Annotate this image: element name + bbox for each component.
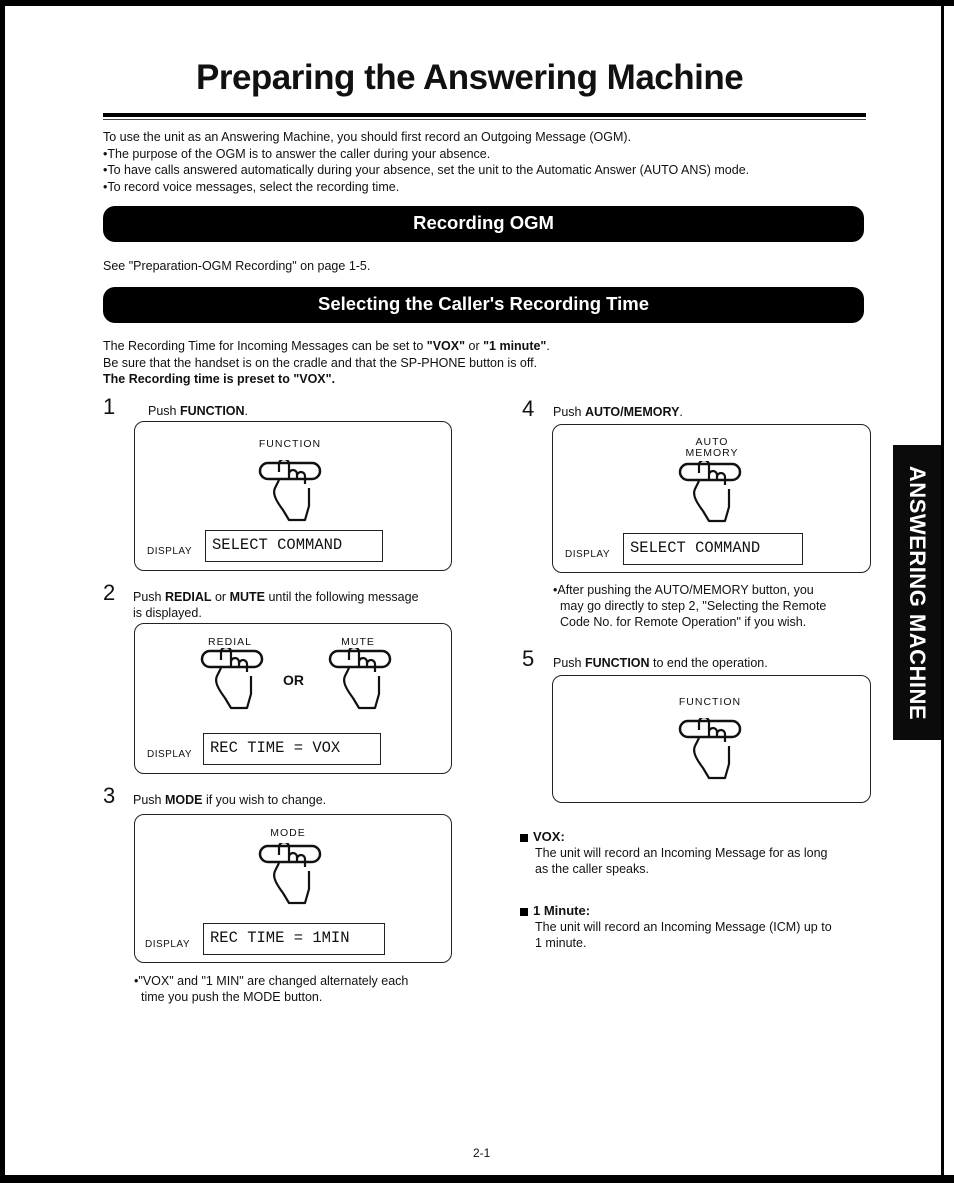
step-number-2: 2 xyxy=(103,580,116,605)
step-5-panel xyxy=(552,675,871,803)
page-frame-top xyxy=(0,0,954,6)
intro-line: •To record voice messages, select the recording time. xyxy=(103,179,400,194)
memory-label: MEMORY xyxy=(685,447,739,459)
vox-line: The unit will record an Incoming Message for as long xyxy=(535,846,828,860)
auto-memory-note-line: may go directly to step 2, "Selecting the Remote xyxy=(560,599,827,613)
display-label: DISPLAY xyxy=(147,546,192,557)
square-bullet-icon xyxy=(520,908,528,916)
display-label: DISPLAY xyxy=(145,939,190,950)
page-title: Preparing the Answering Machine xyxy=(196,58,744,97)
step-4-text: Push AUTO/MEMORY. xyxy=(553,405,683,419)
function-button-label: FUNCTION xyxy=(678,696,742,708)
square-bullet-icon xyxy=(520,834,528,842)
step-2-panel xyxy=(134,623,452,774)
finger-pressing-button-icon xyxy=(677,718,743,784)
step-number-3: 3 xyxy=(103,783,116,808)
redial-button-label: REDIAL xyxy=(208,636,252,648)
finger-pressing-button-icon xyxy=(257,460,323,526)
section-heading-recording-ogm: Recording OGM xyxy=(103,206,864,242)
step-1-text: Push FUNCTION. xyxy=(148,404,249,418)
page-frame-right xyxy=(941,0,944,1183)
lcd-display: SELECT COMMAND xyxy=(205,530,383,562)
one-minute-line: The unit will record an Incoming Message (ICM) up to xyxy=(535,920,832,934)
auto-memory-note xyxy=(553,582,826,630)
finger-pressing-button-icon xyxy=(257,843,323,909)
step-2-text: Push REDIAL or MUTE until the following message is displayed. xyxy=(133,590,419,620)
intro-line: •The purpose of the OGM is to answer the caller during your absence. xyxy=(103,146,491,161)
one-minute-line: 1 minute. xyxy=(535,936,587,950)
step-1-panel xyxy=(134,421,452,571)
auto-label: AUTO xyxy=(695,436,729,448)
recording-time-line-1: The Recording Time for Incoming Messages can be set to "VOX" or "1 minute". xyxy=(103,339,550,353)
display-label: DISPLAY xyxy=(147,749,192,760)
vox-line: as the caller speaks. xyxy=(535,862,649,876)
finger-pressing-button-icon xyxy=(199,648,265,714)
side-tab-text: ANSWERING MACHINE xyxy=(905,465,930,720)
step-3-text: Push MODE if you wish to change. xyxy=(133,793,327,807)
or-label: OR xyxy=(283,672,304,688)
lcd-display: REC TIME = VOX xyxy=(203,733,381,765)
recording-time-line-3: The Recording time is preset to "VOX". xyxy=(103,372,336,386)
mode-note-line: time you push the MODE button. xyxy=(141,990,323,1004)
page-number: 2-1 xyxy=(473,1146,491,1160)
mode-button-label: MODE xyxy=(270,827,306,839)
auto-memory-button-label xyxy=(667,437,757,459)
step-3-panel xyxy=(134,814,452,963)
one-minute-heading: 1 Minute: xyxy=(520,903,832,919)
mode-note xyxy=(134,973,408,1005)
page-frame-bottom xyxy=(0,1175,954,1183)
recording-time-intro xyxy=(103,338,703,388)
vox-heading: VOX: xyxy=(520,829,828,845)
step-number-4: 4 xyxy=(522,396,535,421)
title-rule-thin xyxy=(103,119,866,120)
intro-line: •To have calls answered automatically during your absence, set the unit to the Automatic Answer (AUTO ANS) mode. xyxy=(103,163,750,177)
finger-pressing-button-icon xyxy=(677,461,743,527)
step-number-5: 5 xyxy=(522,646,535,671)
one-minute-section xyxy=(520,903,832,951)
lcd-display: REC TIME = 1MIN xyxy=(203,923,385,955)
auto-memory-note-line: Code No. for Remote Operation" if you wish. xyxy=(560,615,807,629)
ogm-reference-text: See "Preparation-OGM Recording" on page 1-5. xyxy=(103,259,371,273)
step-4-panel xyxy=(552,424,871,573)
page-frame-left xyxy=(0,0,5,1183)
title-rule xyxy=(103,113,866,117)
step-number-1: 1 xyxy=(103,394,116,419)
recording-time-line-2: Be sure that the handset is on the cradle and that the SP-PHONE button is off. xyxy=(103,355,538,370)
section-heading-recording-time: Selecting the Caller's Recording Time xyxy=(103,287,864,323)
lcd-display: SELECT COMMAND xyxy=(623,533,803,565)
vox-section xyxy=(520,829,828,877)
auto-memory-note-line: •After pushing the AUTO/MEMORY button, you xyxy=(553,583,814,597)
function-button-label: FUNCTION xyxy=(258,438,322,450)
intro-line: To use the unit as an Answering Machine, you should first record an Outgoing Message (OGM). xyxy=(103,130,632,144)
display-label: DISPLAY xyxy=(565,549,610,560)
mute-button-label: MUTE xyxy=(341,636,375,648)
side-tab-label xyxy=(893,445,941,740)
step-5-text: Push FUNCTION to end the operation. xyxy=(553,656,768,670)
finger-pressing-button-icon xyxy=(327,648,393,714)
mode-note-line: •"VOX" and "1 MIN" are changed alternately each xyxy=(134,974,409,988)
intro-text xyxy=(103,129,863,195)
